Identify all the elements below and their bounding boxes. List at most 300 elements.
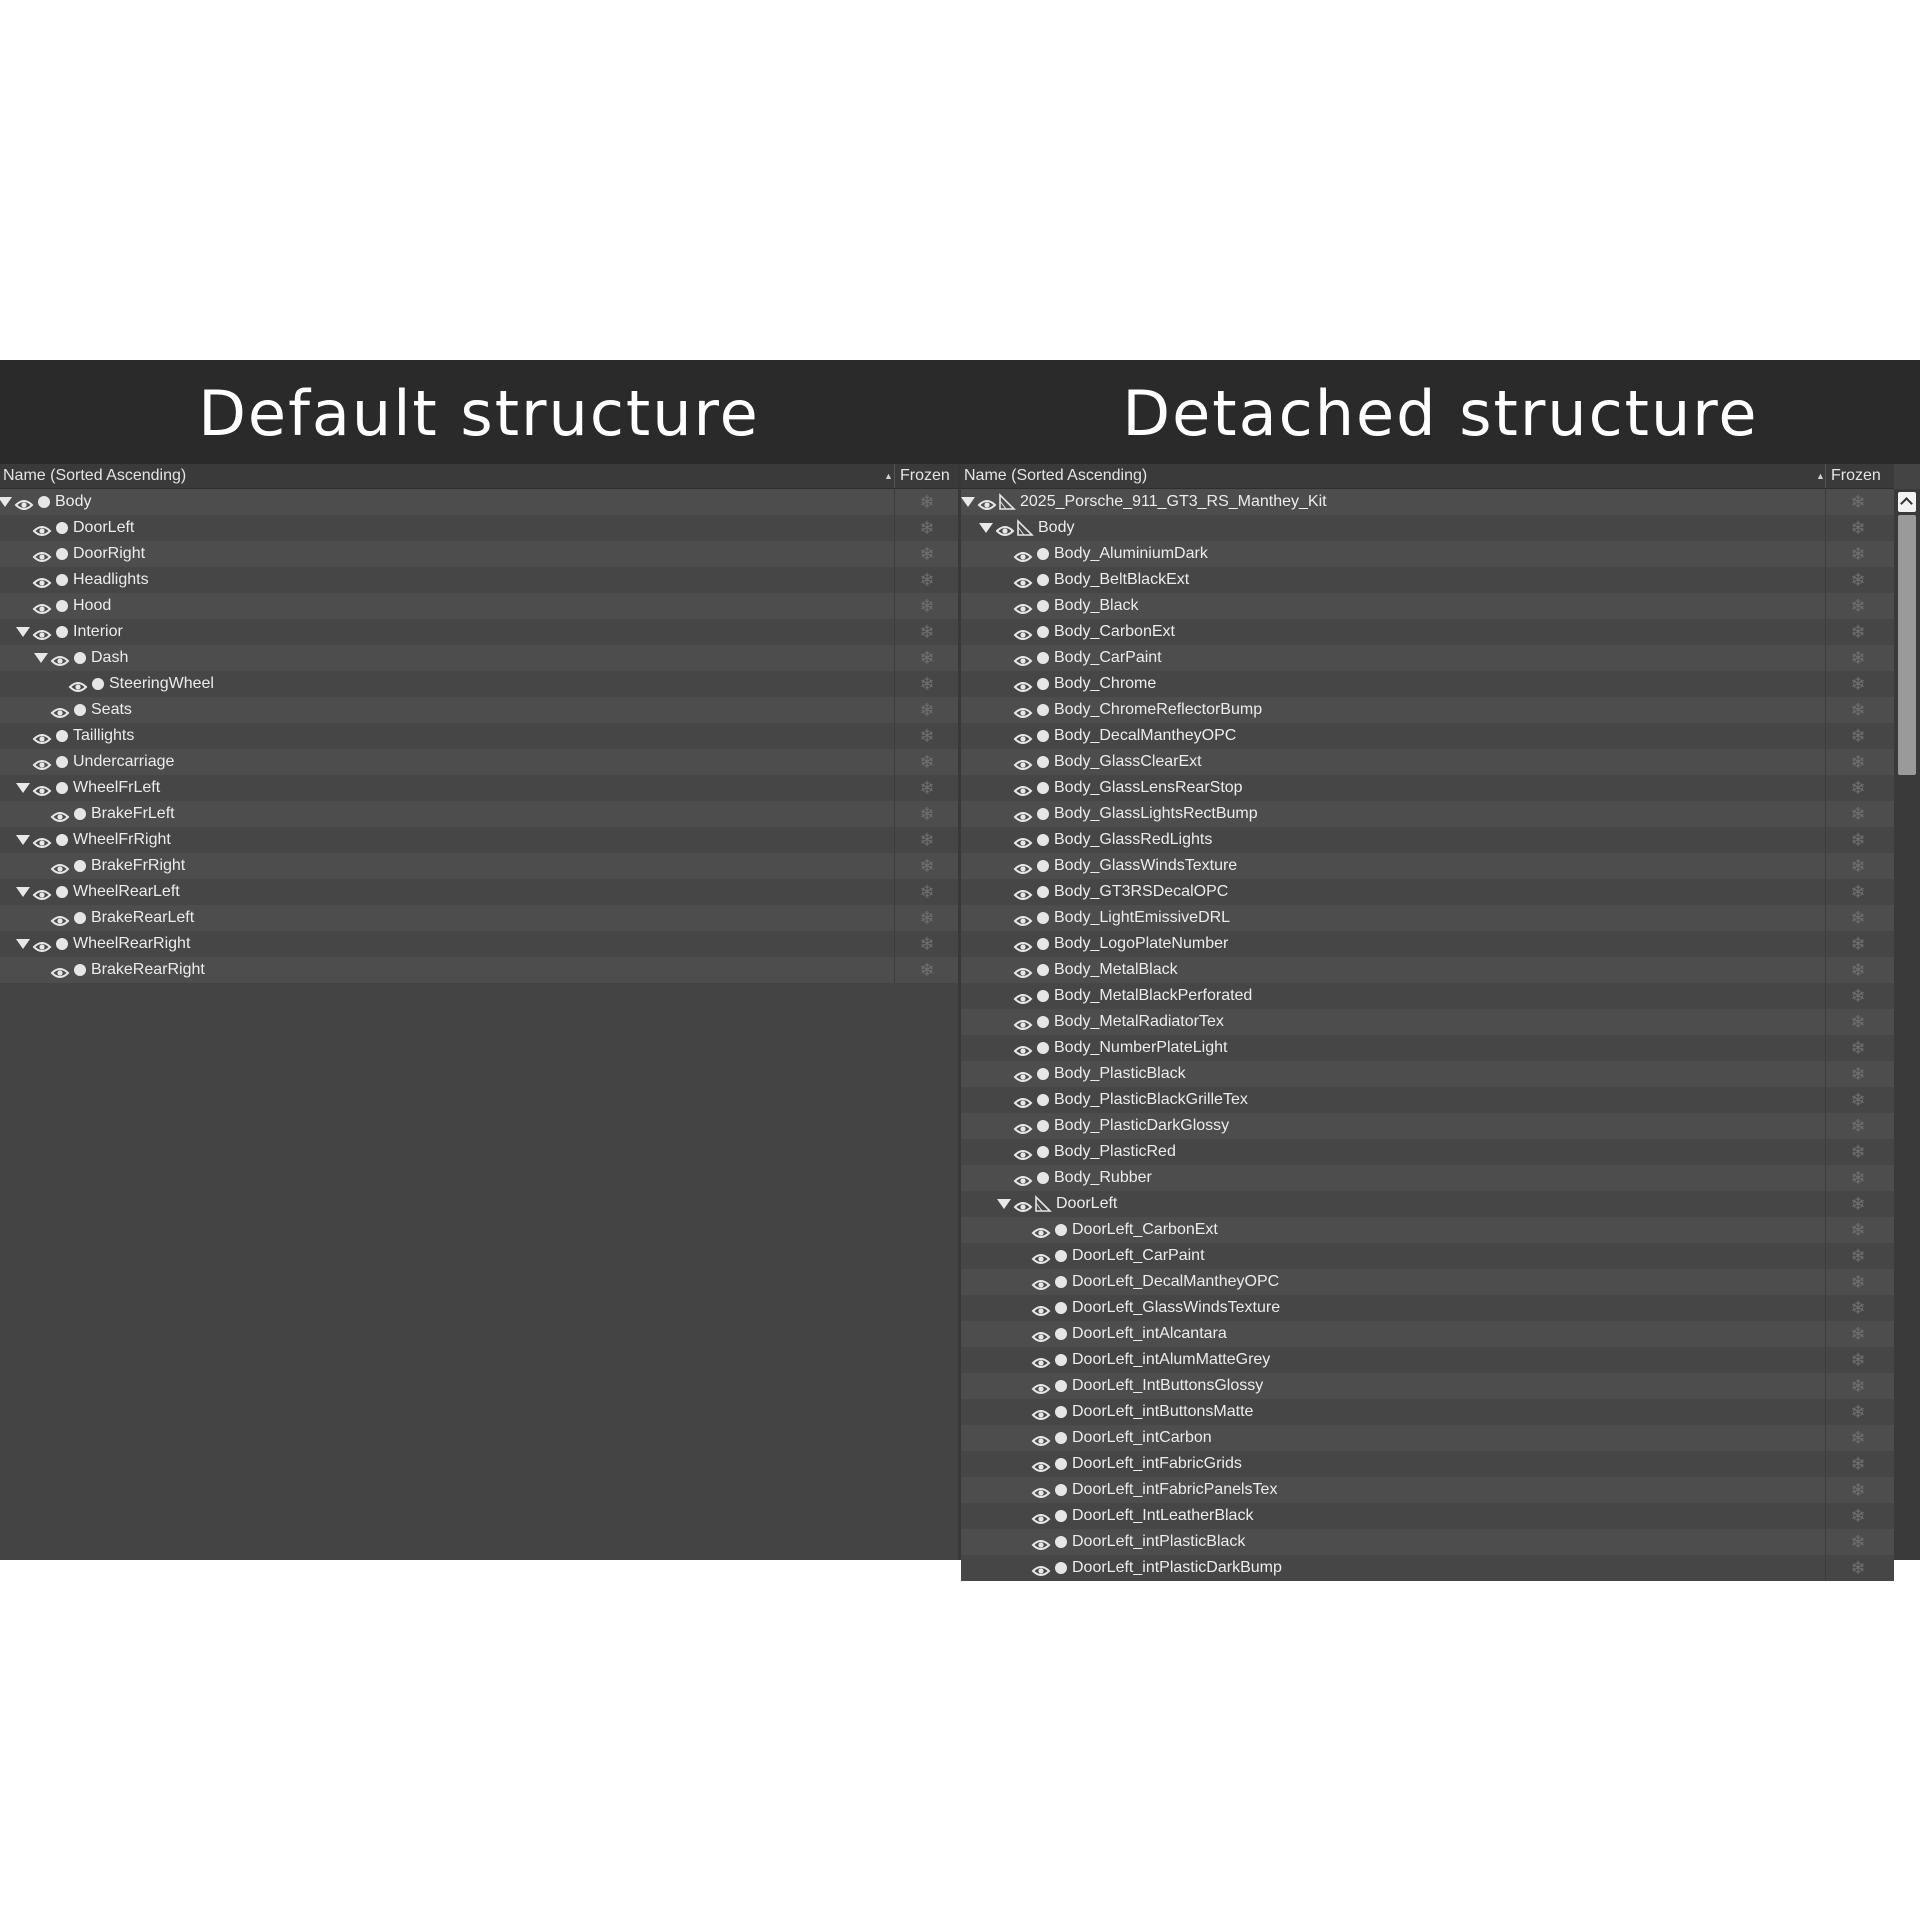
eye-icon[interactable] xyxy=(1032,1275,1050,1289)
tree-row[interactable] xyxy=(961,853,1894,879)
dot-icon[interactable] xyxy=(56,834,68,846)
tree-row[interactable] xyxy=(961,1321,1894,1347)
eye-icon[interactable] xyxy=(1014,911,1032,925)
column-separator xyxy=(894,827,895,853)
tree-row[interactable] xyxy=(961,1503,1894,1529)
snowflake-icon[interactable]: ❄ xyxy=(1850,544,1866,564)
eye-icon[interactable] xyxy=(33,755,51,769)
snowflake-icon[interactable]: ❄ xyxy=(919,726,935,746)
column-separator xyxy=(1825,905,1826,931)
eye-icon[interactable] xyxy=(33,521,51,535)
snowflake-icon[interactable]: ❄ xyxy=(919,674,935,694)
dot-icon[interactable] xyxy=(74,652,86,664)
column-separator xyxy=(1825,1243,1826,1269)
snowflake-icon[interactable]: ❄ xyxy=(1850,570,1866,590)
snowflake-icon[interactable]: ❄ xyxy=(919,622,935,642)
tree-row[interactable] xyxy=(961,983,1894,1009)
expand-arrow-icon[interactable] xyxy=(16,835,30,845)
eye-icon[interactable] xyxy=(1032,1509,1050,1523)
column-separator xyxy=(1825,645,1826,671)
snowflake-icon[interactable]: ❄ xyxy=(1850,1506,1866,1526)
dot-icon[interactable] xyxy=(56,730,68,742)
snowflake-icon[interactable]: ❄ xyxy=(1850,934,1866,954)
tree-row[interactable] xyxy=(961,1295,1894,1321)
tree-row[interactable] xyxy=(961,1529,1894,1555)
snowflake-icon[interactable]: ❄ xyxy=(1850,726,1866,746)
tree-item-label: Body_CarbonExt xyxy=(1054,623,1175,640)
eye-icon[interactable] xyxy=(1032,1405,1050,1419)
eye-icon[interactable] xyxy=(33,729,51,743)
tree-item-label: WheelRearRight xyxy=(73,935,191,952)
dot-icon[interactable] xyxy=(1037,574,1049,586)
eye-icon[interactable] xyxy=(996,521,1014,535)
dot-icon[interactable] xyxy=(1037,756,1049,768)
tree-row[interactable] xyxy=(0,697,958,723)
tree-row[interactable] xyxy=(961,1269,1894,1295)
eye-icon[interactable] xyxy=(1014,677,1032,691)
eye-icon[interactable] xyxy=(1032,1561,1050,1575)
tree-row[interactable] xyxy=(961,1165,1894,1191)
expand-arrow-icon[interactable] xyxy=(16,627,30,637)
eye-icon[interactable] xyxy=(1032,1301,1050,1315)
eye-icon[interactable] xyxy=(33,885,51,899)
name-column-header[interactable]: Name (Sorted Ascending) xyxy=(3,467,187,484)
tree-row[interactable] xyxy=(961,541,1894,567)
eye-icon[interactable] xyxy=(1014,937,1032,951)
snowflake-icon[interactable]: ❄ xyxy=(919,882,935,902)
tree-row[interactable] xyxy=(0,749,958,775)
snowflake-icon[interactable]: ❄ xyxy=(1850,1376,1866,1396)
tree-row[interactable] xyxy=(0,775,958,801)
vertical-scrollbar[interactable] xyxy=(1894,489,1920,1560)
dot-icon[interactable] xyxy=(1037,1094,1049,1106)
snowflake-icon[interactable]: ❄ xyxy=(1850,1480,1866,1500)
dot-icon[interactable] xyxy=(56,756,68,768)
snowflake-icon[interactable]: ❄ xyxy=(1850,778,1866,798)
snowflake-icon[interactable]: ❄ xyxy=(919,752,935,772)
tree-row[interactable] xyxy=(0,931,958,957)
snowflake-icon[interactable]: ❄ xyxy=(1850,882,1866,902)
tree-row[interactable] xyxy=(961,697,1894,723)
snowflake-icon[interactable]: ❄ xyxy=(1850,830,1866,850)
snowflake-icon[interactable]: ❄ xyxy=(1850,1246,1866,1266)
eye-icon[interactable] xyxy=(1032,1535,1050,1549)
eye-icon[interactable] xyxy=(1014,1015,1032,1029)
dot-icon[interactable] xyxy=(1037,1120,1049,1132)
tree-item-label: BrakeRearRight xyxy=(91,961,205,978)
dot-icon[interactable] xyxy=(74,964,86,976)
eye-icon[interactable] xyxy=(33,573,51,587)
column-separator xyxy=(1825,1295,1826,1321)
tree-row[interactable] xyxy=(0,515,958,541)
snowflake-icon[interactable]: ❄ xyxy=(1850,1454,1866,1474)
snowflake-icon[interactable]: ❄ xyxy=(1850,674,1866,694)
tree-item-label: 2025_Porsche_911_GT3_RS_Manthey_Kit xyxy=(1020,493,1327,510)
dot-icon[interactable] xyxy=(1055,1562,1067,1574)
tree-row[interactable] xyxy=(961,1035,1894,1061)
right-title: Detached structure xyxy=(1122,377,1759,450)
tree-item-label: DoorLeft_intFabricPanelsTex xyxy=(1072,1481,1278,1498)
column-separator xyxy=(894,723,895,749)
eye-icon[interactable] xyxy=(51,703,69,717)
column-header[interactable] xyxy=(0,464,958,489)
eye-icon[interactable] xyxy=(33,833,51,847)
expand-arrow-icon[interactable] xyxy=(997,1199,1011,1209)
dot-icon[interactable] xyxy=(1055,1276,1067,1288)
dot-icon[interactable] xyxy=(1037,652,1049,664)
column-separator xyxy=(1825,723,1826,749)
eye-icon[interactable] xyxy=(1032,1457,1050,1471)
snowflake-icon[interactable]: ❄ xyxy=(919,518,935,538)
dot-icon[interactable] xyxy=(56,574,68,586)
dot-icon[interactable] xyxy=(1037,782,1049,794)
tree-row[interactable] xyxy=(0,671,958,697)
tree-row[interactable] xyxy=(961,931,1894,957)
scroll-thumb[interactable] xyxy=(1898,515,1916,775)
tree-item-label: WheelFrLeft xyxy=(73,779,161,796)
eye-icon[interactable] xyxy=(1032,1327,1050,1341)
tree-row[interactable] xyxy=(961,1477,1894,1503)
snowflake-icon[interactable]: ❄ xyxy=(1850,1064,1866,1084)
tree-row[interactable] xyxy=(961,801,1894,827)
snowflake-icon[interactable]: ❄ xyxy=(919,960,935,980)
tree-row[interactable] xyxy=(0,541,958,567)
tree-row[interactable] xyxy=(0,905,958,931)
dot-icon[interactable] xyxy=(1037,1016,1049,1028)
tree-row[interactable] xyxy=(961,905,1894,931)
snowflake-icon[interactable]: ❄ xyxy=(1850,1194,1866,1214)
tree-row[interactable] xyxy=(961,775,1894,801)
tree-row[interactable] xyxy=(961,1191,1894,1217)
tree-item-label: DoorLeft_intPlasticBlack xyxy=(1072,1533,1246,1550)
eye-icon[interactable] xyxy=(1014,547,1032,561)
snowflake-icon[interactable]: ❄ xyxy=(1850,1168,1866,1188)
column-separator xyxy=(1825,827,1826,853)
tree-item-label: Hood xyxy=(73,597,112,614)
dot-icon[interactable] xyxy=(92,678,104,690)
snowflake-icon[interactable]: ❄ xyxy=(1850,700,1866,720)
eye-icon[interactable] xyxy=(1032,1431,1050,1445)
column-header[interactable] xyxy=(961,464,1894,489)
snowflake-icon[interactable]: ❄ xyxy=(1850,908,1866,928)
column-separator xyxy=(1825,1451,1826,1477)
snowflake-icon[interactable]: ❄ xyxy=(1850,492,1866,512)
tree-row[interactable] xyxy=(961,619,1894,645)
eye-icon[interactable] xyxy=(1032,1353,1050,1367)
dot-icon[interactable] xyxy=(56,938,68,950)
tree-row[interactable] xyxy=(961,1087,1894,1113)
triangle-group-icon[interactable] xyxy=(998,493,1016,511)
eye-icon[interactable] xyxy=(1014,963,1032,977)
eye-icon[interactable] xyxy=(1032,1379,1050,1393)
snowflake-icon[interactable]: ❄ xyxy=(919,908,935,928)
tree-row[interactable] xyxy=(961,1009,1894,1035)
scroll-up-button[interactable] xyxy=(1898,492,1916,512)
frozen-column-header[interactable]: Frozen xyxy=(1825,464,1881,488)
eye-icon[interactable] xyxy=(33,625,51,639)
eye-icon[interactable] xyxy=(1014,885,1032,899)
snowflake-icon[interactable]: ❄ xyxy=(919,544,935,564)
dot-icon[interactable] xyxy=(1037,626,1049,638)
tree-row[interactable] xyxy=(961,1425,1894,1451)
dot-icon[interactable] xyxy=(1037,886,1049,898)
triangle-group-icon[interactable] xyxy=(1016,519,1034,537)
tree-row[interactable] xyxy=(0,723,958,749)
dot-icon[interactable] xyxy=(1055,1328,1067,1340)
eye-icon[interactable] xyxy=(51,963,69,977)
tree-item-label: BrakeRearLeft xyxy=(91,909,195,926)
dot-icon[interactable] xyxy=(56,626,68,638)
expand-arrow-icon[interactable] xyxy=(16,783,30,793)
column-separator xyxy=(1825,957,1826,983)
snowflake-icon[interactable]: ❄ xyxy=(919,934,935,954)
eye-icon[interactable] xyxy=(1032,1223,1050,1237)
snowflake-icon[interactable]: ❄ xyxy=(1850,1090,1866,1110)
eye-icon[interactable] xyxy=(1014,807,1032,821)
eye-icon[interactable] xyxy=(33,781,51,795)
tree-item-label: Body_ChromeReflectorBump xyxy=(1054,701,1263,718)
snowflake-icon[interactable]: ❄ xyxy=(1850,986,1866,1006)
dot-icon[interactable] xyxy=(74,704,86,716)
dot-icon[interactable] xyxy=(74,808,86,820)
tree-row[interactable] xyxy=(961,567,1894,593)
snowflake-icon[interactable]: ❄ xyxy=(1850,804,1866,824)
tree-row[interactable] xyxy=(0,827,958,853)
snowflake-icon[interactable]: ❄ xyxy=(919,804,935,824)
expand-arrow-icon[interactable] xyxy=(979,523,993,533)
eye-icon[interactable] xyxy=(1014,1171,1032,1185)
dot-icon[interactable] xyxy=(1037,1042,1049,1054)
expand-arrow-icon[interactable] xyxy=(34,653,48,663)
column-separator xyxy=(1825,1113,1826,1139)
dot-icon[interactable] xyxy=(1037,1172,1049,1184)
expand-arrow-icon[interactable] xyxy=(0,497,12,507)
dot-icon[interactable] xyxy=(56,782,68,794)
snowflake-icon[interactable]: ❄ xyxy=(1850,1272,1866,1292)
snowflake-icon[interactable]: ❄ xyxy=(1850,1532,1866,1552)
tree-item-label: Body_PlasticRed xyxy=(1054,1143,1176,1160)
tree-row[interactable] xyxy=(961,1373,1894,1399)
tree-row[interactable] xyxy=(961,1399,1894,1425)
dot-icon[interactable] xyxy=(56,600,68,612)
snowflake-icon[interactable]: ❄ xyxy=(919,570,935,590)
name-column-header[interactable]: Name (Sorted Ascending) xyxy=(964,467,1148,484)
tree-item-label: WheelFrRight xyxy=(73,831,171,848)
dot-icon[interactable] xyxy=(74,912,86,924)
dot-icon[interactable] xyxy=(56,548,68,560)
snowflake-icon[interactable]: ❄ xyxy=(1850,1350,1866,1370)
eye-icon[interactable] xyxy=(51,651,69,665)
snowflake-icon[interactable]: ❄ xyxy=(1850,1012,1866,1032)
snowflake-icon[interactable]: ❄ xyxy=(919,648,935,668)
tree-row[interactable] xyxy=(961,671,1894,697)
eye-icon[interactable] xyxy=(1014,859,1032,873)
dot-icon[interactable] xyxy=(1055,1536,1067,1548)
tree-row[interactable] xyxy=(961,1113,1894,1139)
tree-row[interactable] xyxy=(961,723,1894,749)
eye-icon[interactable] xyxy=(1014,1093,1032,1107)
snowflake-icon[interactable]: ❄ xyxy=(1850,648,1866,668)
eye-icon[interactable] xyxy=(51,807,69,821)
dot-icon[interactable] xyxy=(1037,600,1049,612)
eye-icon[interactable] xyxy=(1014,1119,1032,1133)
tree-row[interactable] xyxy=(961,593,1894,619)
eye-icon[interactable] xyxy=(1032,1483,1050,1497)
tree-row[interactable] xyxy=(961,879,1894,905)
eye-icon[interactable] xyxy=(1014,989,1032,1003)
eye-icon[interactable] xyxy=(33,599,51,613)
snowflake-icon[interactable]: ❄ xyxy=(1850,752,1866,772)
snowflake-icon[interactable]: ❄ xyxy=(1850,1428,1866,1448)
dot-icon[interactable] xyxy=(1037,938,1049,950)
tree-row[interactable] xyxy=(0,567,958,593)
tree-row[interactable] xyxy=(961,489,1894,515)
tree-row[interactable] xyxy=(961,1555,1894,1581)
tree-row[interactable] xyxy=(0,957,958,983)
eye-icon[interactable] xyxy=(1032,1249,1050,1263)
column-separator xyxy=(894,879,895,905)
eye-icon[interactable] xyxy=(1014,729,1032,743)
dot-icon[interactable] xyxy=(1055,1458,1067,1470)
dot-icon[interactable] xyxy=(74,860,86,872)
tree-row[interactable] xyxy=(961,1347,1894,1373)
eye-icon[interactable] xyxy=(1014,703,1032,717)
snowflake-icon[interactable]: ❄ xyxy=(1850,856,1866,876)
tree-row[interactable] xyxy=(961,1061,1894,1087)
tree-row[interactable] xyxy=(0,801,958,827)
column-separator xyxy=(1825,567,1826,593)
snowflake-icon[interactable]: ❄ xyxy=(1850,518,1866,538)
tree-row[interactable] xyxy=(961,515,1894,541)
eye-icon[interactable] xyxy=(1014,625,1032,639)
triangle-group-icon[interactable] xyxy=(1034,1195,1052,1213)
snowflake-icon[interactable]: ❄ xyxy=(1850,960,1866,980)
tree-row[interactable] xyxy=(961,645,1894,671)
dot-icon[interactable] xyxy=(1055,1432,1067,1444)
column-separator xyxy=(1825,1087,1826,1113)
eye-icon[interactable] xyxy=(51,859,69,873)
eye-icon[interactable] xyxy=(1014,1067,1032,1081)
tree-row[interactable] xyxy=(961,1217,1894,1243)
snowflake-icon[interactable]: ❄ xyxy=(1850,1220,1866,1240)
tree-row[interactable] xyxy=(961,749,1894,775)
dot-icon[interactable] xyxy=(1037,964,1049,976)
snowflake-icon[interactable]: ❄ xyxy=(919,596,935,616)
tree-item-label: BrakeFrRight xyxy=(91,857,186,874)
snowflake-icon[interactable]: ❄ xyxy=(1850,1402,1866,1422)
dot-icon[interactable] xyxy=(1037,730,1049,742)
eye-icon[interactable] xyxy=(15,495,33,509)
snowflake-icon[interactable]: ❄ xyxy=(1850,1324,1866,1344)
tree-list xyxy=(961,489,1894,1581)
tree-row[interactable] xyxy=(961,1451,1894,1477)
snowflake-icon[interactable]: ❄ xyxy=(919,492,935,512)
dot-icon[interactable] xyxy=(1055,1250,1067,1262)
dot-icon[interactable] xyxy=(56,522,68,534)
expand-arrow-icon[interactable] xyxy=(16,939,30,949)
eye-icon[interactable] xyxy=(1014,599,1032,613)
eye-icon[interactable] xyxy=(1014,1197,1032,1211)
frozen-column-header[interactable]: Frozen xyxy=(894,464,950,488)
snowflake-icon[interactable]: ❄ xyxy=(1850,622,1866,642)
dot-icon[interactable] xyxy=(1055,1302,1067,1314)
snowflake-icon[interactable]: ❄ xyxy=(1850,1116,1866,1136)
eye-icon[interactable] xyxy=(1014,1145,1032,1159)
tree-row[interactable] xyxy=(0,489,958,515)
dot-icon[interactable] xyxy=(1055,1406,1067,1418)
dot-icon[interactable] xyxy=(1037,548,1049,560)
tree-row[interactable] xyxy=(961,957,1894,983)
column-separator xyxy=(894,489,895,515)
expand-arrow-icon[interactable] xyxy=(961,497,975,507)
tree-item-label: DoorLeft_IntLeatherBlack xyxy=(1072,1507,1254,1524)
dot-icon[interactable] xyxy=(1037,1146,1049,1158)
tree-item-label: Body_MetalRadiatorTex xyxy=(1054,1013,1224,1030)
snowflake-icon[interactable]: ❄ xyxy=(919,830,935,850)
dot-icon[interactable] xyxy=(1055,1380,1067,1392)
snowflake-icon[interactable]: ❄ xyxy=(1850,1038,1866,1058)
eye-icon[interactable] xyxy=(69,677,87,691)
dot-icon[interactable] xyxy=(1055,1510,1067,1522)
eye-icon[interactable] xyxy=(51,911,69,925)
snowflake-icon[interactable]: ❄ xyxy=(919,778,935,798)
dot-icon[interactable] xyxy=(1055,1354,1067,1366)
tree-item-label: SteeringWheel xyxy=(109,675,214,692)
dot-icon[interactable] xyxy=(1037,1068,1049,1080)
eye-icon[interactable] xyxy=(1014,651,1032,665)
eye-icon[interactable] xyxy=(1014,573,1032,587)
tree-item-label: Body_AluminiumDark xyxy=(1054,545,1208,562)
tree-row[interactable] xyxy=(961,1243,1894,1269)
snowflake-icon[interactable]: ❄ xyxy=(919,700,935,720)
tree-row[interactable] xyxy=(0,593,958,619)
tree-row[interactable] xyxy=(0,879,958,905)
tree-item-label: Body_GT3RSDecalOPC xyxy=(1054,883,1229,900)
expand-arrow-icon[interactable] xyxy=(16,887,30,897)
dot-icon[interactable] xyxy=(1037,990,1049,1002)
tree-row[interactable] xyxy=(961,827,1894,853)
dot-icon[interactable] xyxy=(1037,860,1049,872)
eye-icon[interactable] xyxy=(978,495,996,509)
snowflake-icon[interactable]: ❄ xyxy=(1850,596,1866,616)
snowflake-icon[interactable]: ❄ xyxy=(1850,1142,1866,1162)
eye-icon[interactable] xyxy=(1014,833,1032,847)
dot-icon[interactable] xyxy=(1055,1224,1067,1236)
dot-icon[interactable] xyxy=(1037,912,1049,924)
column-separator xyxy=(1825,697,1826,723)
tree-row[interactable] xyxy=(0,853,958,879)
eye-icon[interactable] xyxy=(1014,781,1032,795)
dot-icon[interactable] xyxy=(1037,834,1049,846)
sort-ascending-icon: ▲ xyxy=(1816,471,1825,481)
tree-row[interactable] xyxy=(0,645,958,671)
tree-row[interactable] xyxy=(0,619,958,645)
eye-icon[interactable] xyxy=(1014,755,1032,769)
dot-icon[interactable] xyxy=(1037,704,1049,716)
dot-icon[interactable] xyxy=(1037,678,1049,690)
snowflake-icon[interactable]: ❄ xyxy=(1850,1298,1866,1318)
eye-icon[interactable] xyxy=(33,547,51,561)
dot-icon[interactable] xyxy=(56,886,68,898)
dot-icon[interactable] xyxy=(38,496,50,508)
snowflake-icon[interactable]: ❄ xyxy=(919,856,935,876)
snowflake-icon[interactable]: ❄ xyxy=(1850,1558,1866,1578)
dot-icon[interactable] xyxy=(1055,1484,1067,1496)
dot-icon[interactable] xyxy=(1037,808,1049,820)
eye-icon[interactable] xyxy=(1014,1041,1032,1055)
eye-icon[interactable] xyxy=(33,937,51,951)
tree-row[interactable] xyxy=(961,1139,1894,1165)
